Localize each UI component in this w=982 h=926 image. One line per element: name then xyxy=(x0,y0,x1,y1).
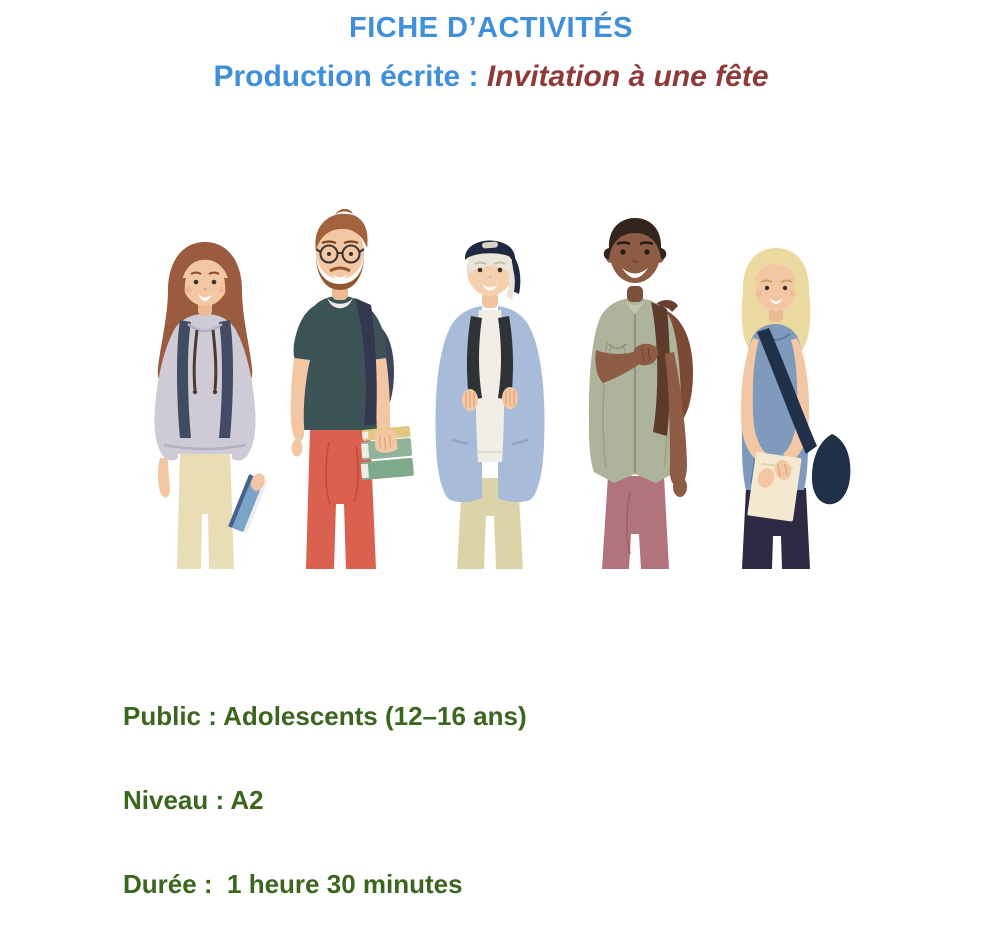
detail-line-niveau: Niveau : A2 xyxy=(123,785,264,815)
student-guy-backpack xyxy=(589,218,693,569)
student-girl-blonde xyxy=(741,248,851,569)
subtitle-emphasis: Invitation à une fête xyxy=(486,60,769,93)
student-girl-hoodie xyxy=(154,242,269,569)
notebook-icon xyxy=(747,452,801,522)
page-title: FICHE D’ACTIVITÉS xyxy=(348,12,633,44)
students-illustration xyxy=(130,202,870,569)
detail-line-duree: Durée : 1 heure 30 minutes xyxy=(123,869,463,899)
books-stack-icon xyxy=(358,426,414,480)
student-guy-cap xyxy=(436,241,545,570)
page-subtitle xyxy=(0,60,982,94)
details-block xyxy=(123,646,527,926)
detail-line-public: Public : Adolescents (12–16 ans) xyxy=(123,701,527,731)
subtitle-prefix: Production écrite : xyxy=(213,60,487,93)
student-guy-glasses xyxy=(291,209,414,569)
blue-book-icon xyxy=(228,470,269,534)
